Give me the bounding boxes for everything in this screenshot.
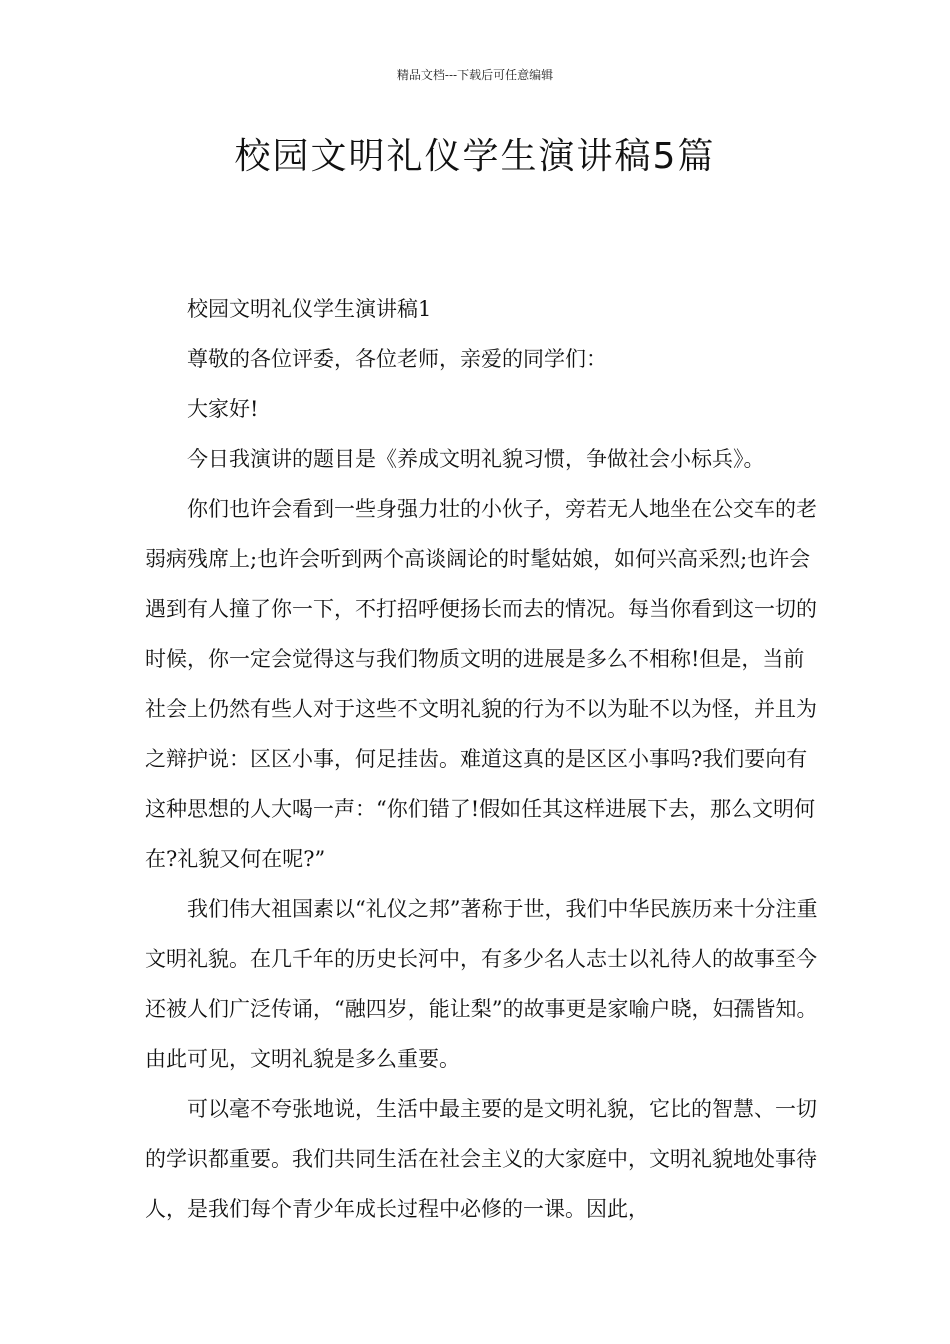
paragraph: 我们伟大祖国素以“礼仪之邦”著称于世，我们中华民族历来十分注重文明礼貌。在几千年的历史长河中，有多少名人志士以礼待人的故事至今还被人们广泛传诵，“融四岁，能让梨”的故事更是家喻户晓，妇孺皆知。由此可见，文明礼貌是多么重要。 [145, 897, 818, 1071]
speech-topic: 今日我演讲的题目是《养成文明礼貌习惯，争做社会小标兵》。 [187, 447, 765, 471]
greeting: 大家好! [187, 397, 259, 421]
document-body [145, 284, 825, 1234]
salutation: 尊敬的各位评委，各位老师，亲爱的同学们： [187, 347, 607, 371]
document-title: 校园文明礼仪学生演讲稿5篇 [234, 136, 716, 177]
section-heading: 校园文明礼仪学生演讲稿1 [187, 297, 432, 321]
page-header: 精品文档---下载后可任意编辑 [396, 68, 554, 82]
paragraph: 你们也许会看到一些身强力壮的小伙子，旁若无人地坐在公交车的老弱病残席上;也许会听到两个高谈阔论的时髦姑娘，如何兴高采烈;也许会遇到有人撞了你一下，不打招呼便扬长而去的情况。每当你看到这一切的时候，你一定会觉得这与我们物质文明的进展是多么不相称!但是，当前社会上仍然有些人对于这些不文明礼貌的行为不以为耻不以为怪，并且为之辩护说：区区小事，何足挂齿。难道这真的是区区小事吗?我们要向有这种思想的人大喝一声：“你们错了!假如任其这样进展下去，那么文明何在?礼貌又何在呢?” [145, 497, 817, 871]
paragraph: 可以毫不夸张地说，生活中最主要的是文明礼貌，它比的智慧、一切的学识都重要。我们共同生活在社会主义的大家庭中，文明礼貌地处事待人，是我们每个青少年成长过程中必修的一课。因此， [145, 1097, 817, 1221]
